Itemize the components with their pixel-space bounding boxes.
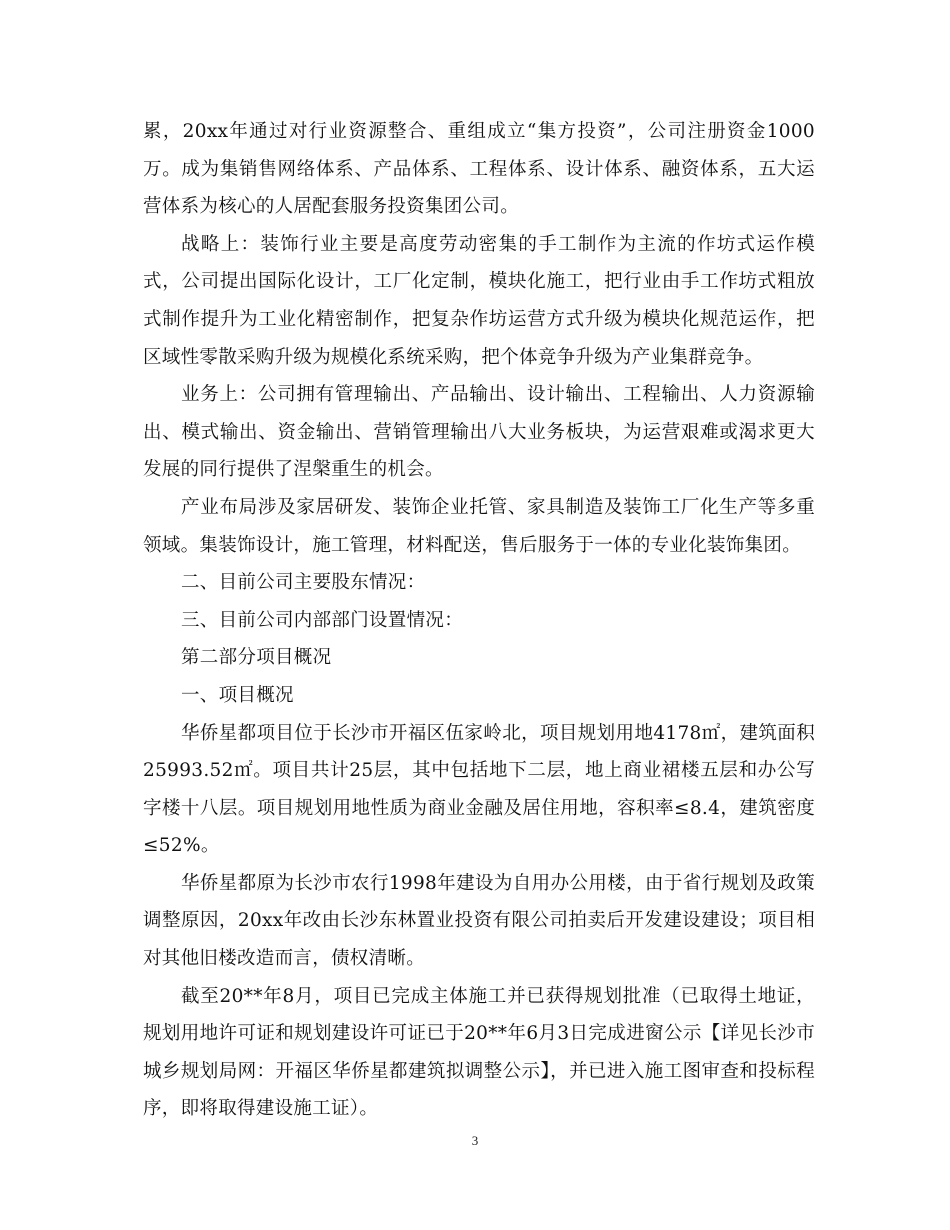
paragraph-project-status: 截至20**年8月，项目已完成主体施工并已获得规划批准（已取得土地证，规划用地许可证和规划建设许可证已于20**年6月3日完成进窗公示【详见长沙市城乡规划局网：开福区华侨星都建筑拟调整公示】，并已进入施工图审查和投标程序，即将取得建设施工证）。: [143, 985, 815, 1120]
paragraph-strategy: 战略上：装饰行业主要是高度劳动密集的手工制作为主流的作坊式运作模式，公司提出国际化设计，工厂化定制，模块化施工，把行业由手工作坊式粗放式制作提升为工业化精密制作，把复杂作坊运营方式升级为模块化规范运作，把区域性零散采购升级为规模化系统采购，把个体竞争升级为产业集群竞争。: [143, 233, 815, 368]
page-body: [143, 113, 815, 1128]
paragraph-company-intro: 累，20xx年通过对行业资源整合、重组成立“集方投资”，公司注册资金1000万。成为集销售网络体系、产品体系、工程体系、设计体系、融资体系，五大运营体系为核心的人居配套服务投资集团公司。: [143, 121, 815, 218]
part-heading-project-overview: 第二部分项目概况: [181, 647, 332, 669]
paragraph-project-location: 华侨星都项目位于长沙市开福区伍家岭北，项目规划用地4178㎡，建筑面积25993.52㎡。项目共计25层，其中包括地下二层，地上商业裙楼五层和办公写字楼十八层。项目规划用地性质为商业金融及居住用地，容积率≤8.4，建筑密度≤52%。: [143, 722, 815, 857]
paragraph-project-history: 华侨星都原为长沙市农行1998年建设为自用办公用楼，由于省行规划及政策调整原因，20xx年改由长沙东林置业投资有限公司拍卖后开发建设建设；项目相对其他旧楼改造而言，债权清晰。: [143, 872, 815, 970]
paragraph-industry-layout: 产业布局涉及家居研发、装饰企业托管、家具制造及装饰工厂化生产等多重领域。集装饰设计，施工管理，材料配送，售后服务于一体的专业化装饰集团。: [143, 496, 815, 556]
paragraph-business: 业务上：公司拥有管理输出、产品输出、设计输出、工程输出、人力资源输出、模式输出、资金输出、营销管理输出八大业务板块，为运营艰难或渴求更大发展的同行提供了涅槃重生的机会。: [143, 384, 815, 481]
section-heading-project-overview: 一、项目概况: [181, 684, 294, 706]
page-number: 3: [471, 1133, 479, 1148]
section-heading-shareholders: 二、目前公司主要股东情况：: [181, 572, 426, 594]
section-heading-departments: 三、目前公司内部部门设置情况：: [181, 609, 464, 631]
